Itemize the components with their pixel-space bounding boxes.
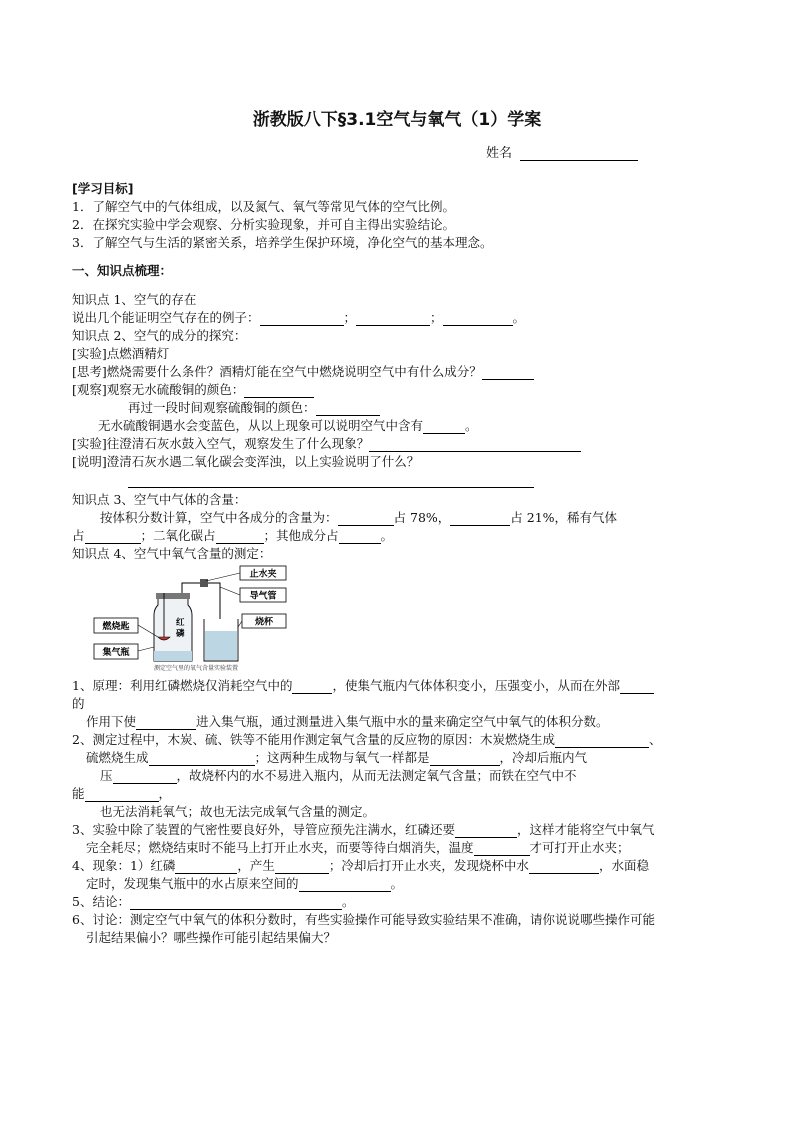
item-2: 2、测定过程中，木炭、硫、铁等不能用作测定氧气含量的反应物的原因：木炭燃烧生成 、 xyxy=(72,732,662,747)
answer-blank[interactable] xyxy=(85,530,141,544)
k2-explain: [说明]澄清石灰水遇二氧化碳会变浑浊，以上实验说明了什么？ xyxy=(72,454,420,469)
answer-blank[interactable] xyxy=(369,438,581,452)
answer-blank[interactable] xyxy=(555,734,649,748)
goal-item: 3．了解空气与生活的紧密关系，培养学生保护环境，净化空气的基本理念。 xyxy=(72,235,493,250)
label-beaker: 烧杯 xyxy=(254,617,274,628)
k2-observe: [观察]观察无水硫酸铜的颜色： xyxy=(72,382,314,398)
answer-blank[interactable] xyxy=(299,878,391,892)
label-clamp: 止水夹 xyxy=(249,569,277,580)
answer-blank[interactable] xyxy=(450,512,510,526)
answer-blank[interactable] xyxy=(149,752,255,766)
item-3-cont: 完全耗尽；燃烧结束时不能马上打开止水夹，而要等待白烟消失，温度 才可打开止水夹； xyxy=(86,840,630,855)
k2-experiment-2: [实验]往澄清石灰水鼓入空气，观察发生了什么现象？ xyxy=(72,436,581,452)
item-1-wrap: 的 xyxy=(72,696,85,711)
label-bottle: 集气瓶 xyxy=(102,648,130,658)
answer-blank[interactable] xyxy=(136,716,196,730)
k2-experiment: [实验]点燃酒精灯 xyxy=(72,346,170,361)
answer-blank[interactable] xyxy=(175,860,237,874)
k1-title: 知识点 1、空气的存在 xyxy=(72,292,197,307)
answer-blank[interactable] xyxy=(85,788,159,802)
label-red: 红 xyxy=(176,618,185,628)
item-5: 5、结论： 。 xyxy=(72,894,355,909)
answer-blank[interactable] xyxy=(216,530,264,544)
answer-blank[interactable] xyxy=(113,770,177,784)
name-blank[interactable] xyxy=(520,146,638,161)
k3-title: 知识点 3、空气中气体的含量： xyxy=(72,492,247,507)
item-2-cont-4: 也无法消耗氧气；故也无法完成氧气含量的测定。 xyxy=(100,804,376,819)
item-2-cont-2: 压 ，故烧杯内的水不易进入瓶内，从而无法测定氧气含量；而铁在空气中不 xyxy=(100,768,577,783)
item-4: 4、现象：1）红磷 ，产生 ；冷却后打开止水夹，发现烧杯中水 ，水面稳 xyxy=(72,858,649,873)
bottle-water xyxy=(154,651,192,661)
answer-blank[interactable] xyxy=(423,420,465,434)
answer-blank[interactable] xyxy=(430,752,500,766)
answer-blank[interactable] xyxy=(130,896,342,910)
answer-blank[interactable] xyxy=(482,366,534,380)
answer-blank[interactable] xyxy=(356,312,430,326)
water-clamp xyxy=(200,579,208,587)
answer-blank[interactable] xyxy=(455,824,517,838)
item-3: 3、实验中除了装置的气密性要良好外，导管应预先注满水，红磷还要 ，这样才能将空气中氧气 xyxy=(72,822,655,837)
answer-blank[interactable] xyxy=(316,402,380,416)
k3-line-1: 按体积分数计算，空气中各成分的含量为： 占 78%， 占 21%，稀有气体 xyxy=(100,510,618,525)
answer-blank[interactable] xyxy=(338,512,394,526)
k2-observe-later: 再过一段时间观察硫酸铜的颜色： xyxy=(128,400,380,416)
goal-item: 1．了解空气中的气体组成，以及氮气、氧气等常见气体的空气比例。 xyxy=(72,199,455,214)
k2-conclude: 无水硫酸铜遇水会变蓝色，从以上现象可以说明空气中含有 。 xyxy=(98,418,478,433)
diagram-caption: 测定空气里的氧气含量实验装置 xyxy=(154,665,239,672)
item-1: 1、原理：利用红磷燃烧仅消耗空气中的 ，使集气瓶内气体体积变小，压强变小，从而在外部 xyxy=(72,678,654,694)
goal-item: 2．在探究实验中学会观察、分析实验现象，并可自主得出实验结论。 xyxy=(72,217,455,232)
answer-blank[interactable] xyxy=(443,312,513,326)
item-6: 6、讨论：测定空气中氧气的体积分数时，有些实验操作可能导致实验结果不准确，请你说说哪些操作可能 xyxy=(72,912,655,927)
answer-blank[interactable] xyxy=(244,384,314,398)
name-label: 姓名 xyxy=(486,146,513,161)
k4-title: 知识点 4、空气中氧气含量的测定： xyxy=(72,546,272,561)
label-tube: 导气管 xyxy=(249,591,277,602)
name-field xyxy=(486,142,638,161)
stopper xyxy=(156,593,190,599)
item-1-cont: 作用下使 进入集气瓶，通过测量进入集气瓶中水的量来确定空气中氧气的体积分数。 xyxy=(86,714,609,729)
answer-blank[interactable] xyxy=(474,842,530,856)
k2-explain-answer xyxy=(128,472,534,488)
answer-blank[interactable] xyxy=(292,680,332,694)
goals-heading: [学习目标] xyxy=(72,181,134,196)
label-spoon: 燃烧匙 xyxy=(102,622,130,632)
k2-think: [思考]燃烧需要什么条件？酒精灯能在空气中燃烧说明空气中有什么成分？ xyxy=(72,364,534,380)
section-heading: 一、知识点梳理： xyxy=(72,263,173,278)
item-2-cont: 硫燃烧生成 ；这两种生成物与氧气一样都是 ，冷却后瓶内气 xyxy=(86,750,588,765)
answer-blank[interactable] xyxy=(275,860,329,874)
k3-line-2: 占 ；二氧化碳占 ；其他成分占 。 xyxy=(72,528,394,543)
item-2-cont-3: 能 ， xyxy=(72,786,172,801)
k2-title: 知识点 2、空气的成分的探究： xyxy=(72,328,247,343)
answer-blank[interactable] xyxy=(128,474,534,488)
label-phos: 磷 xyxy=(176,629,185,639)
oxygen-measurement-apparatus xyxy=(92,563,292,673)
answer-blank[interactable] xyxy=(339,530,381,544)
item-6-cont: 引起结果偏小？哪些操作可能引起结果偏大？ xyxy=(86,930,337,945)
answer-blank[interactable] xyxy=(260,312,344,326)
k1-question: 说出几个能证明空气存在的例子： ； ； 。 xyxy=(72,310,526,325)
page-title: 浙教版八下§3.1空气与氧气（1）学案 xyxy=(252,110,542,130)
item-4-cont: 定时，发现集气瓶中的水占原来空间的 。 xyxy=(86,876,404,891)
beaker-water xyxy=(205,631,237,660)
answer-blank[interactable] xyxy=(620,680,654,694)
answer-blank[interactable] xyxy=(529,860,599,874)
